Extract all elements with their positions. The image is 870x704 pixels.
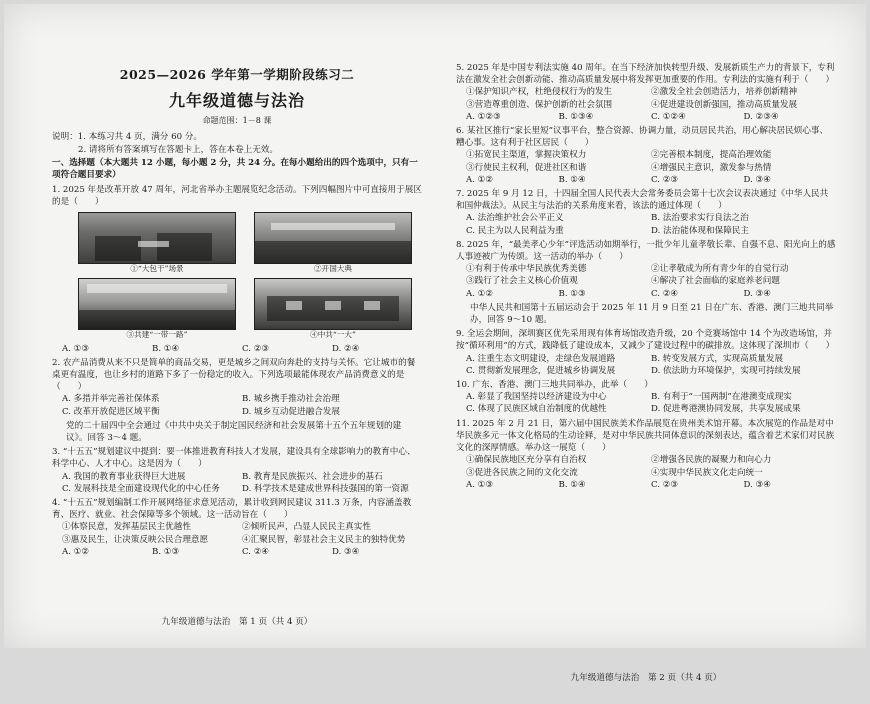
option-d: D. 促进粤港澳协同发展，共享发展成果 bbox=[651, 404, 801, 415]
question-10: 10. 广东、香港、澳门三地共同举办，此举（ ） bbox=[456, 380, 653, 391]
option-c: C. ①②④ bbox=[651, 111, 686, 122]
statement-3: ③促进各民族之间的文化交流 bbox=[466, 467, 578, 478]
question-6-statements bbox=[466, 149, 836, 173]
photo-2 bbox=[254, 212, 412, 275]
question-8-options bbox=[466, 288, 836, 300]
option-c: C. ②③ bbox=[242, 343, 270, 354]
option-d: D. ③④ bbox=[743, 174, 771, 185]
option-a: A. 我国的教育事业获得巨大进展 bbox=[62, 471, 186, 482]
statement-1: ①体察民意，发挥基层民主优越性 bbox=[62, 522, 191, 533]
photo-grid bbox=[78, 212, 412, 341]
option-d: D. 科学技术是建成世界科技强国的第一资源 bbox=[242, 483, 409, 494]
option-c: C. ②③ bbox=[651, 479, 679, 490]
option-a: A. 法治维护社会公平正义 bbox=[466, 213, 564, 224]
photo-2-caption: ②开国大典 bbox=[314, 264, 352, 274]
option-d: D. ②④ bbox=[332, 343, 360, 354]
exam-title: 2025—2026 学年第一学期阶段练习二 bbox=[119, 67, 355, 82]
statement-3: ③惠及民生，让决策反映公民合理意愿 bbox=[62, 534, 209, 545]
question-9-10-intro: 中华人民共和国第十五届运动会于 2025 年 11 月 9 日至 21 日在广东、香港、澳门三地共同举办，回答 9～10 题。 bbox=[470, 302, 834, 326]
option-d: D. 城乡互动促进融合发展 bbox=[242, 406, 340, 417]
question-3-4-intro: 党的二十届四中全会通过《中共中央关于制定国民经济和社会发展第十五个五年规划的建议》。回答 3～4 题。 bbox=[66, 420, 402, 444]
option-b: B. ①④ bbox=[558, 479, 586, 490]
question-2-options bbox=[62, 393, 422, 417]
option-b: B. ①③ bbox=[152, 546, 180, 557]
question-9-options bbox=[466, 353, 836, 377]
statement-4: ④实现中华民族文化走向统一 bbox=[651, 467, 763, 478]
question-4-statements bbox=[62, 521, 422, 545]
photo-4-caption: ④中共“一大” bbox=[310, 329, 356, 339]
question-10-options bbox=[466, 391, 836, 415]
option-a: A. 彰显了我国坚持以经济建设为中心 bbox=[466, 392, 607, 403]
option-c: C. 体现了民族区域自治制度的优越性 bbox=[466, 404, 607, 415]
question-5-statements bbox=[466, 86, 836, 110]
question-4-options bbox=[62, 546, 422, 558]
page-2-footer: 九年级道德与法治 第 2 页（共 4 页） bbox=[570, 672, 722, 683]
question-4: 4. “十五五”规划编制工作开展网络征求意见活动，累计收到网民建议 311.3 万条，内容涵盖教育、医疗、就业、社会保障等多个领域。这一活动旨在（ ） bbox=[52, 498, 412, 521]
photo-3 bbox=[78, 278, 236, 341]
statement-3: ③营造尊重创造、保护创新的社会氛围 bbox=[466, 99, 613, 110]
photo-1 bbox=[78, 212, 236, 275]
statement-4: ④解决了社会面临的家庭养老问题 bbox=[651, 276, 780, 287]
photo-1-image bbox=[78, 212, 236, 264]
option-b: B. 教育是民族振兴、社会进步的基石 bbox=[242, 471, 383, 482]
statement-1: ①有利于传承中华民族优秀美德 bbox=[466, 264, 587, 275]
option-c: C. 改革开放促进区域平衡 bbox=[62, 406, 160, 417]
photo-3-image bbox=[78, 278, 236, 330]
option-d: D. ③④ bbox=[743, 288, 771, 299]
question-11-options bbox=[466, 479, 836, 491]
question-8: 8. 2025 年，“最美孝心少年”评选活动如期举行，一批少年儿童孝敬长辈、自强不息、阳光向上的感人事迹被广为传颂。这一活动的举办（ ） bbox=[456, 239, 836, 263]
statement-4: ④促进建设创新强国，推动高质量发展 bbox=[651, 99, 798, 110]
statement-4: ④增强民主意识，激发参与热情 bbox=[651, 162, 772, 173]
exam-sheet bbox=[4, 4, 866, 683]
option-a: A. ①② bbox=[466, 288, 494, 299]
statement-4: ④汇聚民智，彰显社会主义民主的独特优势 bbox=[242, 534, 406, 545]
section-heading: 一、选择题（本大题共 12 小题，每小题 2 分，共 24 分。在每小题给出的四个选项中，只有一项符合题目要求） bbox=[52, 158, 418, 181]
exam-scope: 命题范围：1－8 课 bbox=[202, 116, 272, 126]
question-11: 11. 2025 年 2 月 21 日，第六届中国民族美术作品展览在贵州美术馆开幕。本次展览的作品是对中华民族多元一体文化格局的生动诠释，是对中华民族共同体意识的深刻表达，蕴含着艺术家们对民族文化的深厚情感。举办这一展览（ ） bbox=[456, 418, 835, 454]
question-1: 1. 2025 年是改革开放 47 周年，河北省举办主题展览纪念活动。下列四幅图片中可直接用于展区的是（ ） bbox=[52, 184, 422, 207]
option-a: A. ①②③ bbox=[466, 111, 501, 122]
statement-2: ②完善根本制度，提高治理效能 bbox=[651, 150, 772, 161]
option-d: D. ②③④ bbox=[743, 111, 779, 122]
option-b: B. ①③④ bbox=[558, 111, 594, 122]
question-3-options bbox=[62, 471, 422, 495]
question-7-options bbox=[466, 212, 836, 236]
photo-2-image bbox=[254, 212, 412, 264]
statement-2: ②激发全社会创造活力，培养创新精神 bbox=[651, 87, 798, 98]
question-5: 5. 2025 年是中国专利法实施 40 周年。在当下经济加快转型升级、发展新质生产力的背景下，专利法在激发全社会创新动能、推动高质量发展中将发挥更加重要的作用。专利法的实施有利于（ ） bbox=[456, 63, 835, 86]
statement-1: ①拓宽民主渠道，掌握决策权力 bbox=[466, 150, 587, 161]
page-1 bbox=[52, 4, 422, 648]
option-b: B. 法治要求实行良法之治 bbox=[651, 213, 749, 224]
option-d: D. 法治能体现和保障民主 bbox=[651, 225, 749, 236]
option-a: A. ①③ bbox=[466, 479, 494, 490]
option-d: D. ③④ bbox=[743, 479, 771, 490]
instructions-1: 说明：1. 本练习共 4 页，满分 60 分。 bbox=[52, 131, 202, 142]
statement-1: ①确保民族地区充分享有自治权 bbox=[466, 455, 587, 466]
question-3: 3. “十五五”规划建议中提到：要一体推进教育科技人才发展，建设具有全球影响力的教育中心、科学中心、人才中心。这是因为（ ） bbox=[52, 447, 416, 470]
option-d: D. ③④ bbox=[332, 546, 360, 557]
option-a: A. 注重生态文明建设，走绿色发展道路 bbox=[466, 353, 616, 364]
option-a: A. ①② bbox=[466, 174, 494, 185]
option-b: B. ①④ bbox=[558, 174, 586, 185]
statement-3: ③践行了社会主义核心价值观 bbox=[466, 276, 578, 287]
question-9: 9. 全运会期间，深圳赛区优先采用现有体育场馆改造升级，20 个竞赛场馆中 14 个为改造场馆，并按“循环利用”的方式，践降低了建设成本，又减少了建设过程中的碳排放。这体现了深圳市（ ） bbox=[456, 329, 835, 352]
question-7: 7. 2025 年 9 月 12 日，十四届全国人民代表大会常务委员会第十七次会议表决通过《中华人民共和国仲裁法》。从民主与法治的关系角度来看，该法的通过体现（ ） bbox=[456, 189, 829, 212]
statement-2: ②让孝敬成为所有青少年的自觉行动 bbox=[651, 264, 789, 275]
page-2 bbox=[456, 4, 836, 704]
question-1-options bbox=[62, 343, 422, 355]
statement-1: ①保护知识产权，杜绝侵权行为的发生 bbox=[466, 87, 613, 98]
option-c: C. 民主为以人民利益为重 bbox=[466, 225, 564, 236]
option-b: B. ①④ bbox=[152, 343, 180, 354]
option-b: B. 城乡携手推动社会治理 bbox=[242, 394, 340, 405]
statement-2: ②增强各民族的凝聚力和向心力 bbox=[651, 455, 772, 466]
option-a: A. ①③ bbox=[62, 343, 90, 354]
photo-3-caption: ③共建“一带一路” bbox=[126, 329, 188, 339]
question-6-options bbox=[466, 174, 836, 186]
photo-4-image bbox=[254, 278, 412, 330]
option-a: A. ①② bbox=[62, 546, 90, 557]
instructions-2: 2. 请将所有答案填写在答题卡上，答在本卷上无效。 bbox=[78, 145, 278, 156]
option-c: C. ②④ bbox=[651, 288, 679, 299]
page-1-footer: 九年级道德与法治 第 1 页（共 4 页） bbox=[161, 616, 313, 627]
option-b: B. ①③ bbox=[558, 288, 586, 299]
option-c: C. 发展科技是全面建设现代化的中心任务 bbox=[62, 483, 220, 494]
option-d: D. 依法助力环境保护，实现可持续发展 bbox=[651, 365, 801, 376]
question-11-statements bbox=[466, 454, 836, 478]
option-c: C. 贯彻新发展理念，促进城乡协调发展 bbox=[466, 365, 616, 376]
option-a: A. 多措并举完善社保体系 bbox=[62, 394, 160, 405]
option-c: C. ②③ bbox=[651, 174, 679, 185]
photo-1-caption: ①“大包干”场景 bbox=[130, 264, 184, 274]
question-8-statements bbox=[466, 263, 836, 287]
option-b: B. 转变发展方式，实现高质量发展 bbox=[651, 353, 784, 364]
question-5-options bbox=[466, 111, 836, 123]
question-2: 2. 农产品消费从来不只是简单的商品交易，更是城乡之间双向奔赴的支持与关怀。它让城市的餐桌更有温度，也让乡村的道路下多了一份稳定的收入。下列选项最能体现农产品消费意义的是（ ） bbox=[52, 357, 416, 393]
statement-3: ③行使民主权利，促进社区和谐 bbox=[466, 162, 587, 173]
question-6: 6. 某社区推行“家长里短”议事平台，整合资源、协调力量，动员居民共治，用心解决居民烦心事、糟心事。这有利于社区居民（ ） bbox=[456, 126, 829, 149]
statement-2: ②倾听民声，凸显人民民主真实性 bbox=[242, 522, 371, 533]
option-c: C. ②④ bbox=[242, 546, 270, 557]
photo-4 bbox=[254, 278, 412, 341]
option-b: B. 有利于“一国两制”在港澳变成现实 bbox=[651, 392, 792, 403]
subject-title: 九年级道德与法治 bbox=[168, 90, 305, 110]
